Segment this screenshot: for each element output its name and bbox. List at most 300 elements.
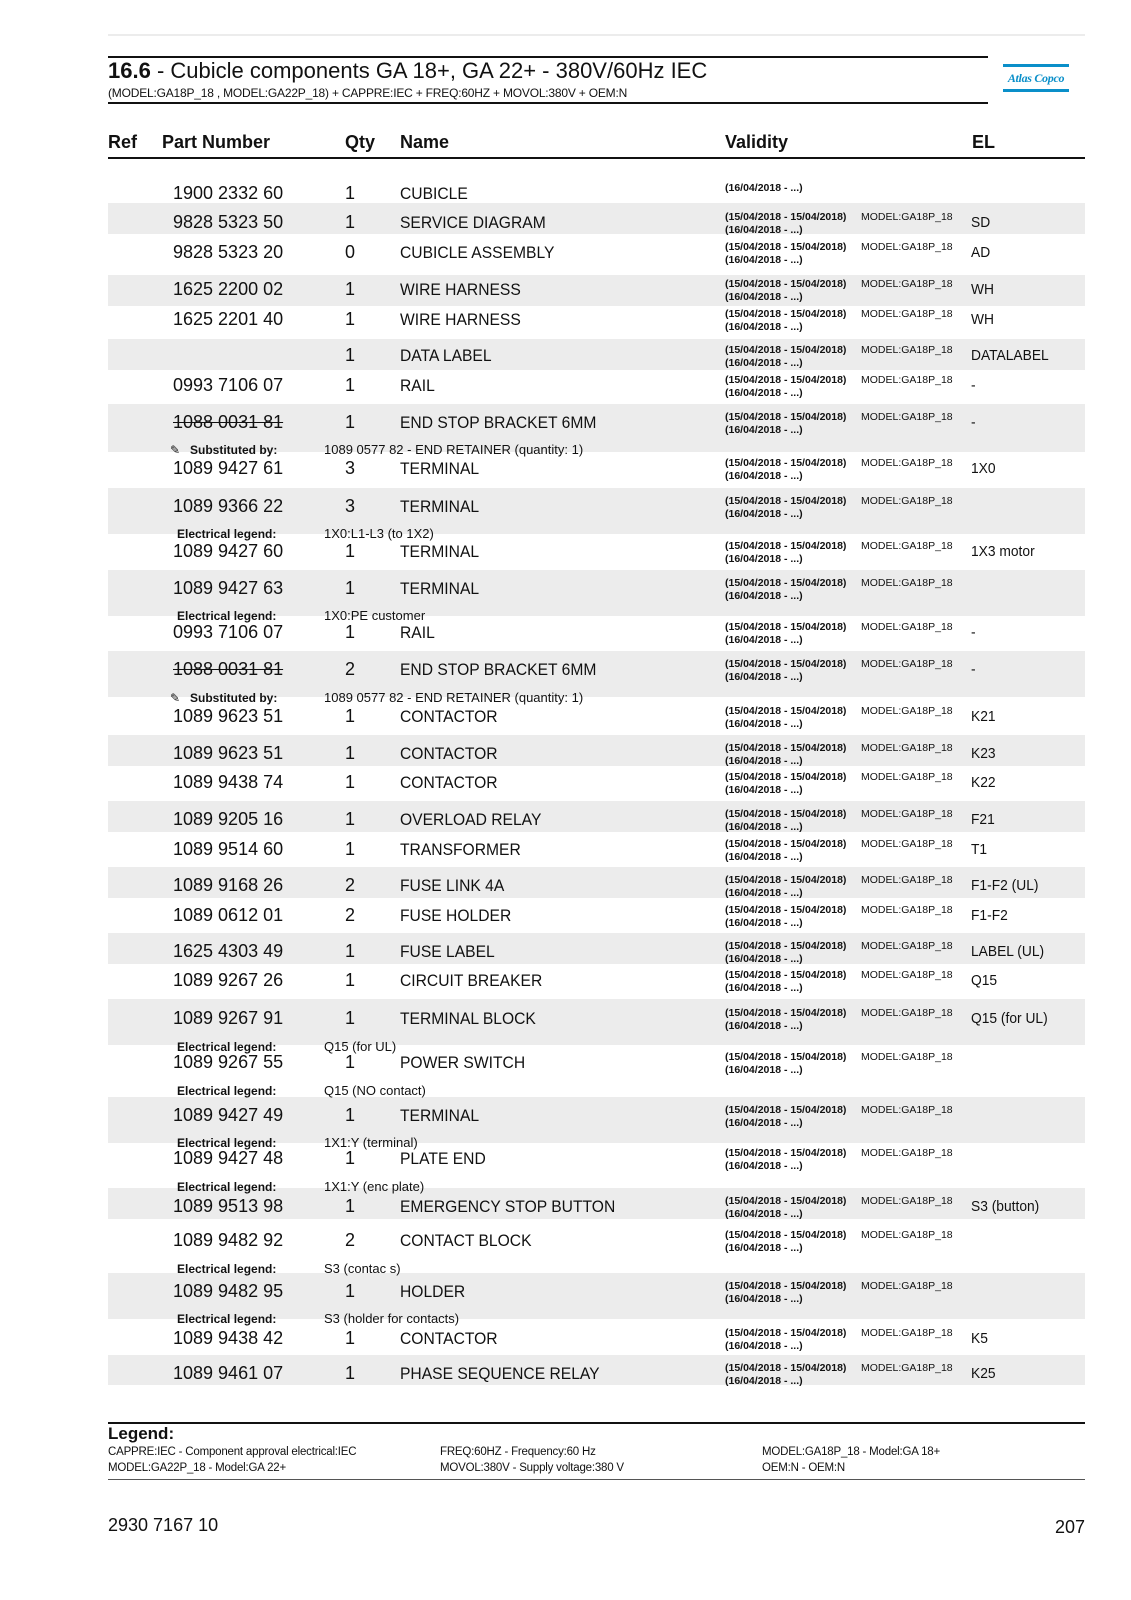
part-number: 1088 0031 81	[173, 412, 284, 432]
validity	[725, 904, 953, 930]
part-number: 1089 9438 42	[173, 1328, 284, 1348]
electrical-legend-note	[0, 1260, 1131, 1278]
validity-range: (15/04/2018 - 15/04/2018)	[725, 808, 847, 820]
part-number: 1089 9267 55	[173, 1052, 284, 1072]
validity	[725, 874, 953, 900]
electrical-ref: -	[971, 661, 976, 678]
part-name: SERVICE DIAGRAM	[400, 213, 546, 232]
part-name: WIRE HARNESS	[400, 310, 521, 329]
part-name: CUBICLE ASSEMBLY	[400, 243, 555, 262]
electrical-ref: AD	[971, 244, 991, 261]
electrical-ref: -	[971, 624, 976, 641]
validity-range: (16/04/2018 - ...)	[725, 387, 803, 399]
electrical-ref: LABEL (UL)	[971, 943, 1045, 960]
validity-range: (16/04/2018 - ...)	[725, 755, 803, 767]
validity-model: MODEL:GA18P_18	[861, 808, 953, 820]
validity-range: (16/04/2018 - ...)	[725, 851, 803, 863]
part-name: PLATE END	[400, 1149, 486, 1168]
part-name: RAIL	[400, 623, 435, 642]
title-text: - Cubicle components GA 18+, GA 22+ - 380V/60Hz IEC	[150, 58, 708, 83]
validity-range: (15/04/2018 - 15/04/2018)	[725, 1147, 847, 1159]
validity-range: (16/04/2018 - ...)	[725, 1293, 803, 1305]
validity-range: (16/04/2018 - ...)	[725, 821, 803, 833]
table-row	[0, 870, 1131, 900]
quantity: 1	[345, 1052, 356, 1072]
note-label: Substituted by:	[190, 691, 278, 705]
quantity: 0	[345, 242, 356, 262]
table-row	[0, 834, 1131, 864]
electrical-legend-note	[0, 1134, 1131, 1152]
part-name: PHASE SEQUENCE RELAY	[400, 1364, 600, 1383]
electrical-ref: -	[971, 377, 976, 394]
validity	[725, 940, 953, 966]
validity-model: MODEL:GA18P_18	[861, 874, 953, 886]
validity-model: MODEL:GA18P_18	[861, 771, 953, 783]
validity-model: MODEL:GA18P_18	[861, 1327, 953, 1339]
validity-range: (15/04/2018 - 15/04/2018)	[725, 705, 847, 717]
table-row	[0, 1358, 1131, 1388]
validity-range: (15/04/2018 - 15/04/2018)	[725, 211, 847, 223]
validity	[725, 411, 953, 437]
note-text: 1X0:L1-L3 (to 1X2)	[324, 526, 434, 541]
electrical-legend-note	[0, 1038, 1131, 1056]
quantity: 1	[345, 1281, 356, 1301]
part-name: FUSE HOLDER	[400, 906, 512, 925]
electrical-ref: K5	[971, 1330, 988, 1347]
part-number: 0993 7106 07	[173, 375, 284, 395]
validity	[725, 1327, 953, 1353]
electrical-ref: K23	[971, 745, 996, 762]
quantity: 1	[345, 345, 356, 365]
validity-range: (15/04/2018 - 15/04/2018)	[725, 1195, 847, 1207]
validity-range: (15/04/2018 - 15/04/2018)	[725, 1280, 847, 1292]
validity	[725, 211, 953, 237]
part-name: CIRCUIT BREAKER	[400, 971, 543, 990]
part-number: 1089 9427 63	[173, 578, 284, 598]
part-name: FUSE LABEL	[400, 942, 495, 961]
part-number: 1089 0612 01	[173, 905, 284, 925]
validity	[725, 495, 953, 521]
electrical-ref: SD	[971, 214, 991, 231]
quantity: 1	[345, 1196, 356, 1216]
validity-model: MODEL:GA18P_18	[861, 211, 953, 223]
quantity: 1	[345, 1148, 356, 1168]
validity-model: MODEL:GA18P_18	[861, 1147, 953, 1159]
validity	[725, 278, 953, 304]
col-part-number: Part Number	[162, 132, 271, 152]
table-row	[0, 1100, 1131, 1130]
part-name: TERMINAL	[400, 542, 480, 561]
validity	[725, 308, 953, 334]
part-number: 1089 9623 51	[173, 743, 284, 763]
electrical-legend-note	[0, 607, 1131, 625]
validity-range: (15/04/2018 - 15/04/2018)	[725, 1362, 847, 1374]
part-number: 1089 9514 60	[173, 839, 284, 859]
table-row	[0, 491, 1131, 521]
validity-model: MODEL:GA18P_18	[861, 1051, 953, 1063]
validity-range: (16/04/2018 - ...)	[725, 254, 803, 266]
validity-model: MODEL:GA18P_18	[861, 1229, 953, 1241]
validity	[725, 1229, 953, 1255]
quantity: 1	[345, 970, 356, 990]
legend-item: MODEL:GA22P_18 - Model:GA 22+	[108, 1462, 286, 1474]
part-name: CONTACTOR	[400, 744, 498, 763]
validity-range: (16/04/2018 - ...)	[725, 982, 803, 994]
validity-range: (15/04/2018 - 15/04/2018)	[725, 1104, 847, 1116]
part-number: 1089 9427 61	[173, 458, 284, 478]
electrical-ref: F1-F2	[971, 907, 1008, 924]
validity-range: (15/04/2018 - 15/04/2018)	[725, 1229, 847, 1241]
part-number: 1089 9267 26	[173, 970, 284, 990]
note-text: Q15 (NO contact)	[324, 1083, 426, 1098]
validity-range: (15/04/2018 - 15/04/2018)	[725, 940, 847, 952]
quantity: 3	[345, 496, 356, 516]
validity-range: (16/04/2018 - ...)	[725, 1340, 803, 1352]
note-label: Electrical legend:	[177, 1262, 277, 1276]
pencil-icon: ✎	[170, 691, 181, 705]
validity-model: MODEL:GA18P_18	[861, 374, 953, 386]
validity-range: (16/04/2018 - ...)	[725, 784, 803, 796]
part-name: TRANSFORMER	[400, 840, 521, 859]
note-label: Electrical legend:	[177, 1040, 277, 1054]
legend-item: MODEL:GA18P_18 - Model:GA 18+	[762, 1446, 940, 1458]
part-name: RAIL	[400, 376, 435, 395]
row-shading	[108, 34, 1085, 36]
validity-range: (16/04/2018 - ...)	[725, 1208, 803, 1220]
quantity: 1	[345, 809, 356, 829]
validity-range: (15/04/2018 - 15/04/2018)	[725, 241, 847, 253]
part-name: POWER SWITCH	[400, 1053, 526, 1072]
part-name: DATA LABEL	[400, 346, 492, 365]
part-number: 1089 9623 51	[173, 706, 284, 726]
part-name: TERMINAL	[400, 459, 480, 478]
table-row	[0, 965, 1131, 995]
note-text: 1089 0577 82 - END RETAINER (quantity: 1)	[324, 442, 584, 457]
table-row	[0, 370, 1131, 400]
validity-range: (16/04/2018 - ...)	[725, 1064, 803, 1076]
validity	[725, 457, 953, 483]
quantity: 2	[345, 1230, 356, 1250]
document-number: 2930 7167 10	[108, 1515, 219, 1535]
table-row	[0, 767, 1131, 797]
electrical-legend-note	[0, 1178, 1131, 1196]
part-name: CUBICLE	[400, 184, 468, 203]
validity-range: (16/04/2018 - ...)	[725, 321, 803, 333]
part-name: END STOP BRACKET 6MM	[400, 413, 597, 432]
validity-model: MODEL:GA18P_18	[861, 969, 953, 981]
note-text: S3 (contac s)	[324, 1261, 401, 1276]
table-row	[0, 804, 1131, 834]
table-row	[0, 573, 1131, 603]
section-number: 16.6	[108, 58, 151, 83]
col-qty: Qty	[345, 132, 376, 152]
part-number: 1089 9438 74	[173, 772, 284, 792]
validity-range: (15/04/2018 - 15/04/2018)	[725, 344, 847, 356]
quantity: 1	[345, 772, 356, 792]
col-el: EL	[972, 132, 996, 152]
validity	[725, 374, 953, 400]
part-name: EMERGENCY STOP BUTTON	[400, 1197, 616, 1216]
validity	[725, 838, 953, 864]
validity-model: MODEL:GA18P_18	[861, 241, 953, 253]
quantity: 1	[345, 1328, 356, 1348]
validity-range: (15/04/2018 - 15/04/2018)	[725, 577, 847, 589]
note-label: Substituted by:	[190, 443, 278, 457]
quantity: 1	[345, 706, 356, 726]
part-name: TERMINAL	[400, 1106, 480, 1125]
quantity: 1	[345, 212, 356, 232]
note-text: 1X0:PE customer	[324, 608, 426, 623]
part-name: END STOP BRACKET 6MM	[400, 660, 597, 679]
validity-range: (16/04/2018 - ...)	[725, 718, 803, 730]
validity-range: (15/04/2018 - 15/04/2018)	[725, 1327, 847, 1339]
validity	[725, 241, 953, 267]
validity-model: MODEL:GA18P_18	[861, 577, 953, 589]
validity-range: (16/04/2018 - ...)	[725, 634, 803, 646]
electrical-ref: S3 (button)	[971, 1198, 1040, 1215]
note-label: Electrical legend:	[177, 1136, 277, 1150]
validity	[725, 705, 953, 731]
electrical-ref: K21	[971, 708, 996, 725]
part-number: 1089 9482 92	[173, 1230, 284, 1250]
validity	[725, 182, 803, 195]
quantity: 2	[345, 875, 356, 895]
part-number: 1089 9427 49	[173, 1105, 284, 1125]
part-number: 9828 5323 50	[173, 212, 284, 232]
validity-range: (16/04/2018 - ...)	[725, 671, 803, 683]
note-text: 1X1:Y (enc plate)	[324, 1179, 425, 1194]
validity	[725, 1007, 953, 1033]
quantity: 1	[345, 578, 356, 598]
note-text: Q15 (for UL)	[324, 1039, 397, 1054]
validity-range: (15/04/2018 - 15/04/2018)	[725, 1007, 847, 1019]
legend-item: MOVOL:380V - Supply voltage:380 V	[440, 1462, 624, 1474]
part-number: 1900 2332 60	[173, 183, 284, 203]
note-label: Electrical legend:	[177, 1312, 277, 1326]
validity	[725, 658, 953, 684]
part-name: CONTACTOR	[400, 707, 498, 726]
validity-range: (16/04/2018 - ...)	[725, 224, 803, 236]
validity-range: (16/04/2018 - ...)	[725, 470, 803, 482]
validity-range: (15/04/2018 - 15/04/2018)	[725, 838, 847, 850]
validity-range: (16/04/2018 - ...)	[725, 357, 803, 369]
quantity: 1	[345, 279, 356, 299]
table-row	[0, 936, 1131, 966]
validity-range: (15/04/2018 - 15/04/2018)	[725, 495, 847, 507]
quantity: 2	[345, 659, 356, 679]
part-number: 1089 9461 07	[173, 1363, 284, 1383]
part-name: OVERLOAD RELAY	[400, 810, 542, 829]
electrical-ref: DATALABEL	[971, 347, 1049, 364]
validity-range: (16/04/2018 - ...)	[725, 887, 803, 899]
part-name: CONTACT BLOCK	[400, 1231, 532, 1250]
page-subtitle: (MODEL:GA18P_18 , MODEL:GA22P_18) + CAPPRE:IEC + FREQ:60HZ + MOVOL:380V + OEM:N	[108, 86, 628, 100]
validity-model: MODEL:GA18P_18	[861, 457, 953, 469]
note-text: 1089 0577 82 - END RETAINER (quantity: 1)	[324, 690, 584, 705]
validity	[725, 808, 953, 834]
quantity: 3	[345, 458, 356, 478]
part-number: 1625 4303 49	[173, 941, 284, 961]
electrical-ref: -	[971, 414, 976, 431]
validity-range: (15/04/2018 - 15/04/2018)	[725, 1051, 847, 1063]
substitution-note	[0, 441, 1131, 459]
quantity: 1	[345, 375, 356, 395]
electrical-ref: WH	[971, 281, 994, 298]
note-text: 1X1:Y (terminal)	[324, 1135, 418, 1150]
validity-model: MODEL:GA18P_18	[861, 1007, 953, 1019]
validity-range: (15/04/2018 - 15/04/2018)	[725, 540, 847, 552]
validity-range: (15/04/2018 - 15/04/2018)	[725, 374, 847, 386]
part-number: 9828 5323 20	[173, 242, 284, 262]
table-row	[0, 304, 1131, 334]
part-number: 1089 9168 26	[173, 875, 284, 895]
part-number: 0993 7106 07	[173, 622, 284, 642]
validity-range: (16/04/2018 - ...)	[725, 1375, 803, 1387]
electrical-ref: K25	[971, 1365, 996, 1382]
validity-range: (15/04/2018 - 15/04/2018)	[725, 904, 847, 916]
part-number: 1088 0031 81	[173, 659, 284, 679]
validity-range: (16/04/2018 - ...)	[725, 182, 803, 194]
legend-rule-bottom	[108, 1479, 1085, 1480]
validity-range: (16/04/2018 - ...)	[725, 953, 803, 965]
validity-range: (15/04/2018 - 15/04/2018)	[725, 308, 847, 320]
validity-model: MODEL:GA18P_18	[861, 904, 953, 916]
validity-range: (16/04/2018 - ...)	[725, 1117, 803, 1129]
quantity: 1	[345, 412, 356, 432]
validity-model: MODEL:GA18P_18	[861, 658, 953, 670]
part-name: CONTACTOR	[400, 1329, 498, 1348]
table-row	[0, 738, 1131, 768]
part-name: TERMINAL BLOCK	[400, 1009, 536, 1028]
quantity: 1	[345, 1363, 356, 1383]
validity-model: MODEL:GA18P_18	[861, 540, 953, 552]
electrical-ref: 1X0	[971, 460, 996, 477]
part-name: CONTACTOR	[400, 773, 498, 792]
validity-range: (16/04/2018 - ...)	[725, 917, 803, 929]
part-number: 1089 9427 48	[173, 1148, 284, 1168]
validity-model: MODEL:GA18P_18	[861, 495, 953, 507]
note-label: Electrical legend:	[177, 1084, 277, 1098]
electrical-ref: K22	[971, 774, 996, 791]
validity-model: MODEL:GA18P_18	[861, 308, 953, 320]
electrical-ref: Q15 (for UL)	[971, 1010, 1048, 1027]
electrical-ref: F1-F2 (UL)	[971, 877, 1039, 894]
validity-range: (15/04/2018 - 15/04/2018)	[725, 658, 847, 670]
validity-range: (16/04/2018 - ...)	[725, 553, 803, 565]
electrical-legend-note	[0, 1310, 1131, 1328]
table-row	[0, 237, 1131, 267]
validity-range: (16/04/2018 - ...)	[725, 1160, 803, 1172]
legend-item: FREQ:60HZ - Frequency:60 Hz	[440, 1446, 596, 1458]
part-number: 1089 9427 60	[173, 541, 284, 561]
validity-range: (15/04/2018 - 15/04/2018)	[725, 742, 847, 754]
quantity: 1	[345, 541, 356, 561]
validity	[725, 969, 953, 995]
substitution-note	[0, 689, 1131, 707]
note-text: S3 (holder for contacts)	[324, 1311, 460, 1326]
note-label: Electrical legend:	[177, 1180, 277, 1194]
validity-range: (15/04/2018 - 15/04/2018)	[725, 457, 847, 469]
table-row	[0, 274, 1131, 304]
electrical-legend-note	[0, 1082, 1131, 1100]
validity-range: (15/04/2018 - 15/04/2018)	[725, 969, 847, 981]
validity	[725, 1195, 953, 1221]
validity-range: (15/04/2018 - 15/04/2018)	[725, 621, 847, 633]
validity-range: (15/04/2018 - 15/04/2018)	[725, 771, 847, 783]
table-row	[0, 1276, 1131, 1306]
part-number: 1625 2200 02	[173, 279, 284, 299]
quantity: 1	[345, 1105, 356, 1125]
table-row	[0, 340, 1131, 370]
quantity: 2	[345, 905, 356, 925]
validity-range: (15/04/2018 - 15/04/2018)	[725, 278, 847, 290]
validity-model: MODEL:GA18P_18	[861, 344, 953, 356]
validity-model: MODEL:GA18P_18	[861, 1362, 953, 1374]
quantity: 1	[345, 839, 356, 859]
part-number: 1089 9205 16	[173, 809, 284, 829]
quantity: 1	[345, 941, 356, 961]
legend-rule-top	[108, 1422, 1085, 1424]
legend-item: OEM:N - OEM:N	[762, 1462, 846, 1474]
col-ref: Ref	[108, 132, 138, 152]
validity-range: (16/04/2018 - ...)	[725, 508, 803, 520]
electrical-legend-note	[0, 525, 1131, 543]
legend-title: Legend:	[108, 1424, 175, 1443]
table-row	[0, 900, 1131, 930]
quantity: 1	[345, 1008, 356, 1028]
electrical-ref: F21	[971, 811, 995, 828]
part-number: 1089 9482 95	[173, 1281, 284, 1301]
part-name: TERMINAL	[400, 497, 480, 516]
validity-range: (16/04/2018 - ...)	[725, 590, 803, 602]
page-number: 207	[1054, 1517, 1085, 1537]
validity-model: MODEL:GA18P_18	[861, 838, 953, 850]
col-validity: Validity	[725, 132, 789, 152]
part-number: 1089 9366 22	[173, 496, 284, 516]
legend-item: CAPPRE:IEC - Component approval electrical:IEC	[108, 1446, 357, 1458]
validity-model: MODEL:GA18P_18	[861, 705, 953, 717]
table-row	[0, 1225, 1131, 1255]
quantity: 1	[345, 743, 356, 763]
validity	[725, 1280, 953, 1306]
validity-model: MODEL:GA18P_18	[861, 940, 953, 952]
validity-model: MODEL:GA18P_18	[861, 742, 953, 754]
validity	[725, 742, 953, 768]
note-label: Electrical legend:	[177, 527, 277, 541]
validity-model: MODEL:GA18P_18	[861, 1104, 953, 1116]
validity-model: MODEL:GA18P_18	[861, 278, 953, 290]
validity	[725, 1362, 953, 1388]
quantity: 1	[345, 183, 356, 203]
quantity: 1	[345, 622, 356, 642]
electrical-ref: 1X3 motor	[971, 543, 1035, 560]
table-row	[0, 178, 1131, 208]
part-number: 1089 9267 91	[173, 1008, 284, 1028]
validity-model: MODEL:GA18P_18	[861, 1280, 953, 1292]
validity-range: (15/04/2018 - 15/04/2018)	[725, 874, 847, 886]
part-number: 1625 2201 40	[173, 309, 284, 329]
electrical-ref: T1	[971, 841, 988, 858]
validity	[725, 344, 953, 370]
validity	[725, 577, 953, 603]
validity	[725, 771, 953, 797]
part-number: 1089 9513 98	[173, 1196, 284, 1216]
validity-range: (15/04/2018 - 15/04/2018)	[725, 411, 847, 423]
electrical-ref: WH	[971, 311, 994, 328]
note-label: Electrical legend:	[177, 609, 277, 623]
table-row	[0, 407, 1131, 437]
validity-range: (16/04/2018 - ...)	[725, 291, 803, 303]
